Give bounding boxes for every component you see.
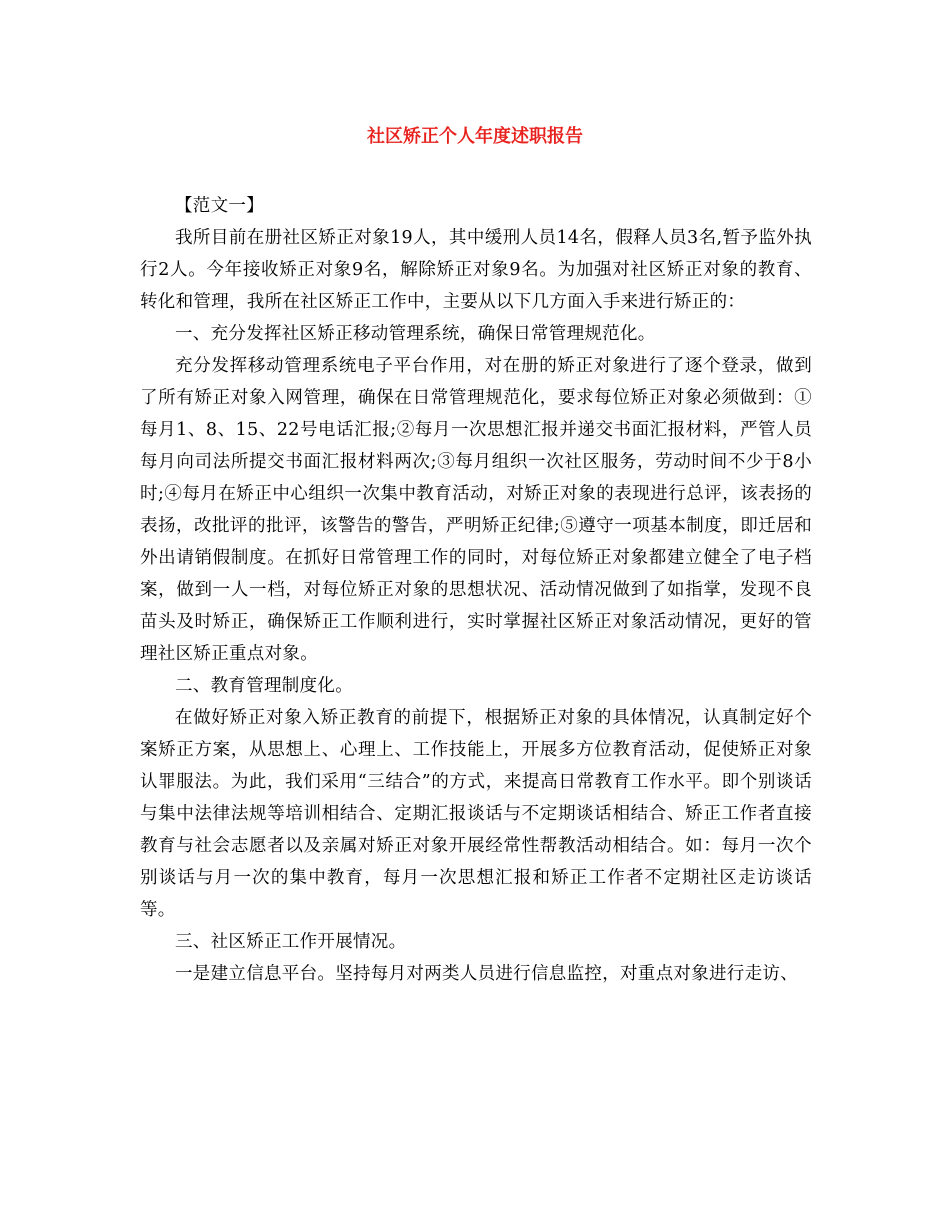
section-label: 【范文一】	[175, 196, 264, 216]
intro-paragraph: 我所目前在册社区矫正对象19人，其中缓刑人员14名，假释人员3名,暂予监外执行2人。今年接收矫正对象9名，解除矫正对象9名。为加强对社区矫正对象的教育、转化和管理，我所在社区矫正工作中，主要从以下几方面入手来进行矫正的：	[140, 228, 812, 312]
section-heading-3: 三、社区矫正工作开展情况。	[175, 932, 407, 952]
section-2-paragraph: 在做好矫正对象入矫正教育的前提下，根据矫正对象的具体情况，认真制定好个案矫正方案，从思想上、心理上、工作技能上，开展多方位教育活动，促使矫正对象认罪服法。为此，我们采用“三结合”的方式，来提高日常教育工作水平。即个别谈话与集中法律法规等培训相结合、定期汇报谈话与不定期谈话相结合、矫正工作者直接教育与社会志愿者以及亲属对矫正对象开展经常性帮教活动相结合。如：每月一次个别谈话与月一次的集中教育，每月一次思想汇报和矫正工作者不定期社区走访谈话等。	[140, 708, 812, 920]
section-heading-2: 二、教育管理制度化。	[175, 676, 353, 696]
document-title: 社区矫正个人年度述职报告	[367, 126, 583, 147]
section-3-paragraph: 一是建立信息平台。坚持每月对两类人员进行信息监控，对重点对象进行走访、	[175, 964, 798, 984]
section-1-paragraph: 充分发挥移动管理系统电子平台作用，对在册的矫正对象进行了逐个登录，做到了所有矫正对象入网管理，确保在日常管理规范化，要求每位矫正对象必须做到：①每月1、8、15、22号电话汇报;②每月一次思想汇报并递交书面汇报材料，严管人员每月向司法所提交书面汇报材料两次;③每月组织一次社区服务，劳动时间不少于8小时;④每月在矫正中心组织一次集中教育活动，对矫正对象的表现进行总评，该表扬的表扬，改批评的批评，该警告的警告，严明矫正纪律;⑤遵守一项基本制度，即迁居和外出请销假制度。在抓好日常管理工作的同时，对每位矫正对象都建立健全了电子档案，做到一人一档，对每位矫正对象的思想状况、活动情况做到了如指掌，发现不良苗头及时矫正，确保矫正工作顺利进行，实时掌握社区矫正对象活动情况，更好的管理社区矫正重点对象。	[140, 356, 812, 664]
section-heading-1: 一、充分发挥社区矫正移动管理系统，确保日常管理规范化。	[175, 324, 656, 344]
document-body	[140, 190, 812, 990]
